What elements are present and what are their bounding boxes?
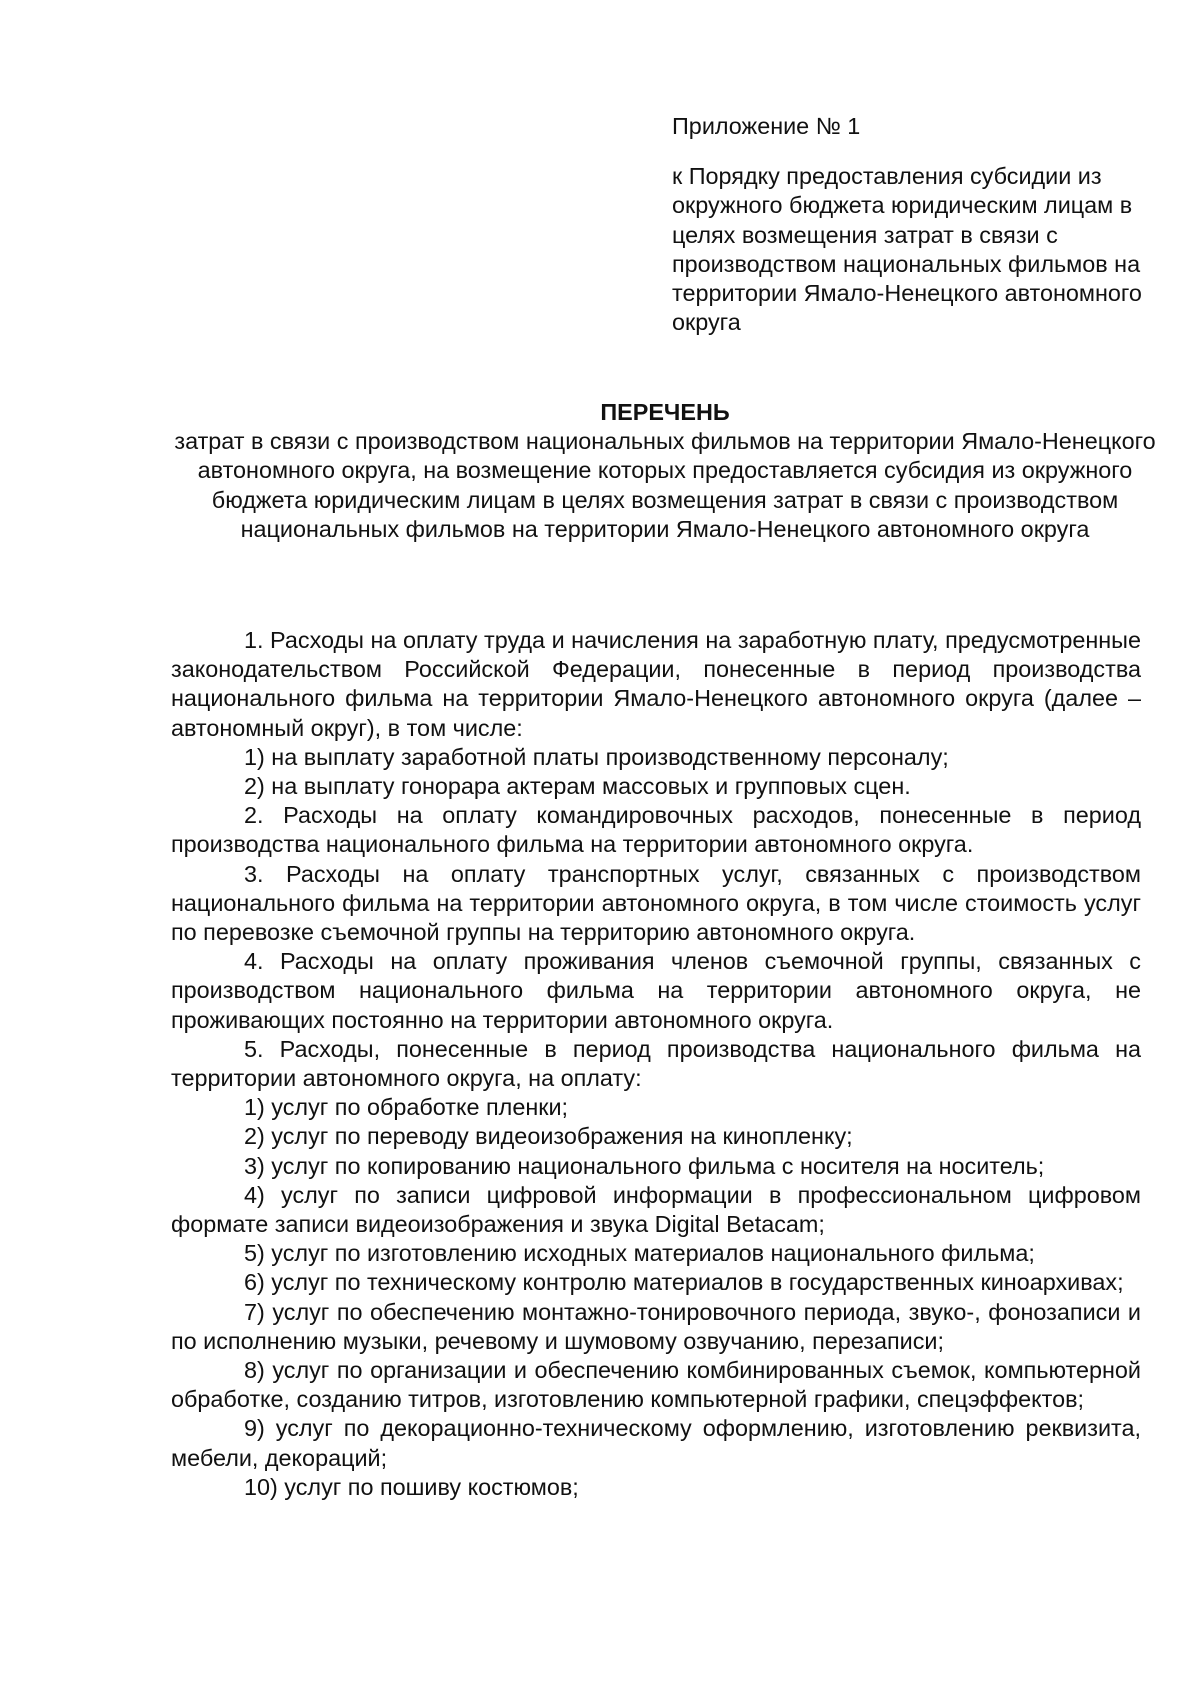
list-item: 2. Расходы на оплату командировочных расходов, понесенные в период производства национального фильма на территории автономного округа. — [171, 802, 1141, 858]
list-item: 4) услуг по записи цифровой информации в профессиональном цифровом формате записи видеоизображения и звука Digital Betacam; — [171, 1181, 1141, 1238]
document-body — [171, 626, 1141, 1502]
list-item: 3) услуг по копированию национального фильма с носителя на носитель; — [244, 1152, 1045, 1179]
list-item: 5) услуг по изготовлению исходных материалов национального фильма; — [244, 1240, 1035, 1267]
title-subtitle: затрат в связи с производством национальных фильмов на территории Ямало-Ненецкого автономного округа, на возмещение которых предоставляется субсидия из окружного бюджета юридическим лицам в целях возмещения затрат в связи с производством национальных фильмов на территории Ямало-Ненецкого автономного округа — [174, 428, 1156, 542]
list-item: 5. Расходы, понесенные в период производства национального фильма на территории автономного округа, на оплату: — [171, 1035, 1141, 1092]
list-item: 2) услуг по переводу видеоизображения на кинопленку; — [244, 1123, 853, 1150]
list-item: 3. Расходы на оплату транспортных услуг, связанных с производством национального фильма на территории автономного округа, в том числе стоимость услуг по перевозке съемочной группы на территорию автономного округа. — [171, 860, 1141, 946]
list-item: 1) на выплату заработной платы производственному персоналу; — [244, 743, 949, 770]
list-item: 2) на выплату гонорара актерам массовых и групповых сцен. — [244, 773, 911, 800]
list-item: 7) услуг по обеспечению монтажно-тонировочного периода, звуко-, фонозаписи и по исполнению музыки, речевому и шумовому озвучанию, перезаписи; — [171, 1298, 1141, 1354]
list-item: 9) услуг по декорационно-техническому оформлению, изготовлению реквизита, мебели, декораций; — [171, 1415, 1141, 1471]
list-item: 4. Расходы на оплату проживания членов съемочной группы, связанных с производством национального фильма на территории автономного округа, не проживающих постоянно на территории автономного округа. — [171, 948, 1141, 1033]
list-item: 6) услуг по техническому контролю материалов в государственных киноархивах; — [244, 1269, 1124, 1296]
title-heading: ПЕРЕЧЕНЬ — [600, 399, 730, 425]
list-item: 1. Расходы на оплату труда и начисления на заработную плату, предусмотренные законодательством Российской Федерации, понесенные в период производства национального фильма на территории Ямало-Ненецкого автономного округа (далее – автономный округ), в том числе: — [171, 627, 1141, 741]
document-title — [160, 398, 1170, 544]
annex-number: Приложение № 1 — [672, 113, 861, 139]
annex-block — [672, 112, 1142, 337]
annex-basis: к Порядку предоставления субсидии из окружного бюджета юридическим лицам в целях возмещения затрат в связи с производством национальных фильмов на территории Ямало-Ненецкого автономного округа — [672, 163, 1142, 336]
list-item: 1) услуг по обработке пленки; — [244, 1094, 569, 1121]
list-item: 10) услуг по пошиву костюмов; — [244, 1473, 579, 1500]
list-item: 8) услуг по организации и обеспечению комбинированных съемок, компьютерной обработке, созданию титров, изготовлению компьютерной графики, спецэффектов; — [171, 1357, 1141, 1413]
